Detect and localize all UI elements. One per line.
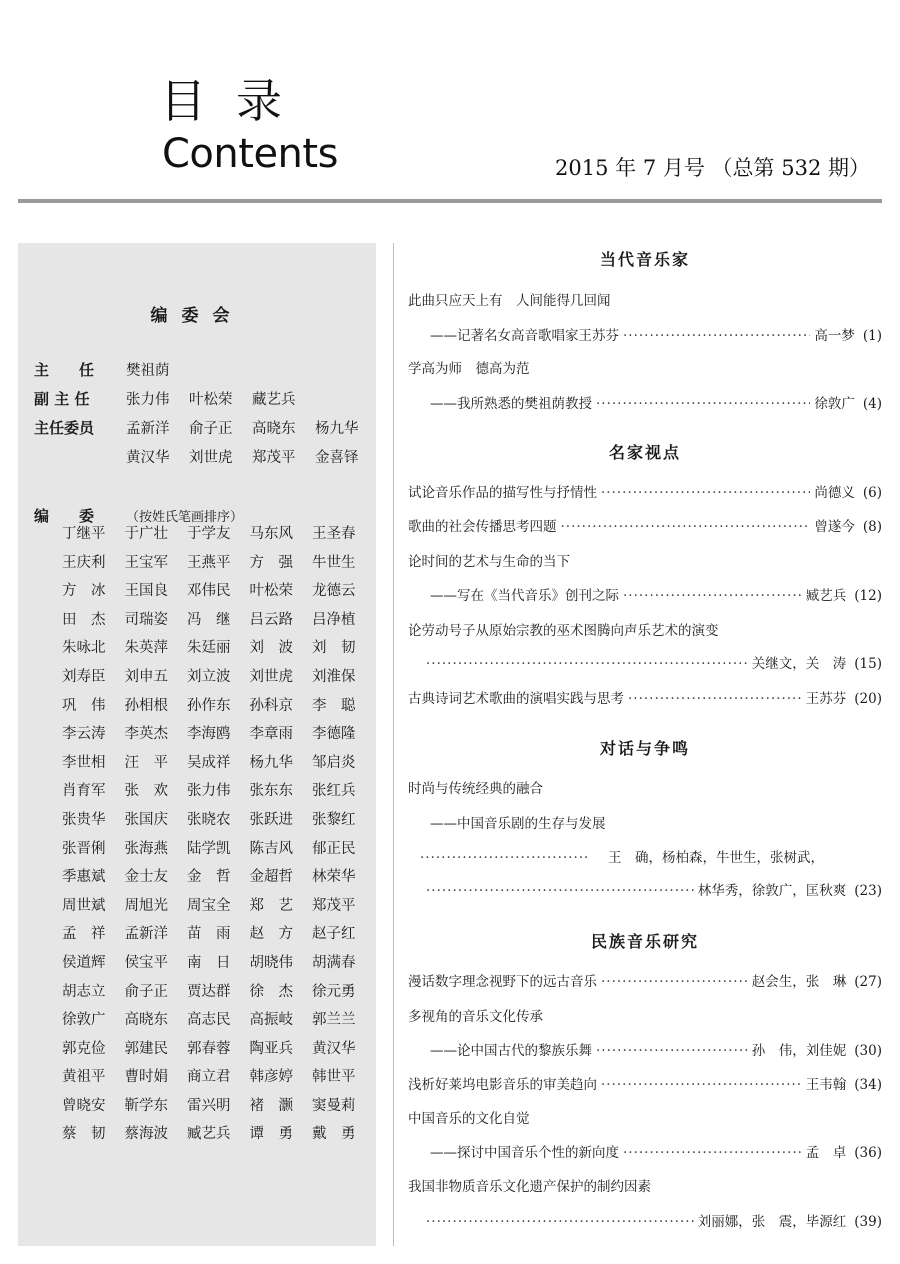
toc-subtitle: ——探讨中国音乐个性的新向度 — [430, 1145, 619, 1161]
section-heading: 当代音乐家 — [599, 250, 690, 269]
toc-title: 漫话数字理念视野下的远古音乐 — [408, 974, 597, 990]
member-name: 张晓农 — [187, 811, 231, 828]
member-name: 孙科京 — [249, 697, 293, 714]
member-name: 陈吉风 — [249, 840, 293, 857]
toc-entry — [408, 1079, 882, 1093]
toc-title: 多视角的音乐文化传承 — [408, 1009, 543, 1025]
member-name: 金 哲 — [187, 869, 231, 886]
member-name: 张黎红 — [312, 811, 356, 828]
toc-page-number: (8) — [862, 519, 882, 535]
section-heading: 名家视点 — [608, 443, 681, 462]
member-name: 郭春蓉 — [187, 1040, 231, 1057]
member-name: 季惠斌 — [62, 869, 106, 886]
member-name: 李云涛 — [62, 726, 106, 743]
toc-entry — [408, 783, 882, 797]
member-name: 张晋俐 — [62, 840, 106, 857]
members-row — [62, 1094, 372, 1123]
dot-leader — [628, 693, 802, 707]
members-row — [62, 751, 372, 780]
member-name: 靳学东 — [124, 1097, 168, 1114]
member-name: 张力伟 — [187, 783, 231, 800]
toc-entry — [408, 295, 882, 309]
toc-entry — [408, 852, 882, 866]
toc-entry — [408, 330, 882, 344]
member-name: 张跃进 — [249, 811, 293, 828]
toc-author: 徐敦广 — [814, 396, 855, 412]
members-row — [62, 779, 372, 808]
member-name: 方 强 — [249, 554, 293, 571]
toc-author: 曾遂今 — [814, 519, 855, 535]
toc-page-number: (4) — [862, 396, 882, 412]
toc-title: 学高为师 德高为范 — [408, 361, 530, 377]
member-name: 张东东 — [249, 783, 293, 800]
member-name: 肖育军 — [62, 783, 106, 800]
toc-author: 高一梦 — [814, 328, 855, 344]
members-row — [62, 837, 372, 866]
editorial-board-title: 编委会 — [150, 306, 244, 326]
member-name: 杨九华 — [249, 754, 293, 771]
member-name: 于学友 — [187, 526, 231, 542]
member-name: 李海鸥 — [187, 726, 231, 743]
toc-entry — [408, 1011, 882, 1025]
role-label: 主 任 — [34, 361, 95, 379]
toc-page-number: (34) — [854, 1077, 882, 1093]
member-name: 侯宝平 — [124, 954, 168, 971]
toc-entry — [408, 487, 882, 501]
dot-leader — [623, 590, 802, 604]
member-name: 于广壮 — [124, 526, 168, 542]
member-name: 朱英萍 — [124, 640, 168, 657]
toc-author: 赵会生，张 琳 — [751, 974, 847, 990]
role-label: 副 主 任 — [34, 390, 90, 408]
members-row — [62, 951, 372, 980]
column-divider — [393, 243, 394, 1246]
toc-title: 浅析好莱坞电影音乐的审美趋向 — [408, 1077, 597, 1093]
member-name: 陆学凯 — [187, 840, 231, 857]
editorial-board-panel — [18, 243, 376, 1246]
member-name: 周宝全 — [187, 897, 231, 914]
member-name: 苗 雨 — [187, 926, 231, 943]
header-rule — [18, 199, 882, 203]
toc-entry — [408, 590, 882, 604]
toc-author: 王苏芬 — [805, 691, 847, 707]
member-name: 臧艺兵 — [187, 1126, 231, 1143]
member-name: 蔡海波 — [124, 1126, 168, 1143]
member-name: 韩彦婷 — [249, 1069, 293, 1086]
member-name: 李世相 — [62, 754, 106, 771]
member-name: 赵子红 — [312, 926, 356, 943]
member-name: 李 聪 — [312, 697, 356, 714]
member-name: 胡晓伟 — [249, 954, 293, 971]
member-name: 孙作东 — [187, 697, 231, 714]
toc-page-number: (23) — [854, 883, 882, 899]
toc-entry — [408, 1045, 882, 1059]
members-row — [62, 694, 372, 723]
toc-title: 此曲只应天上有 人间能得几回闻 — [408, 293, 611, 309]
members-row — [62, 665, 372, 694]
member-name: 邓伟民 — [187, 583, 231, 600]
role-label: 编 委 — [34, 507, 95, 525]
member-name: 高振岐 — [249, 1012, 293, 1029]
member-name: 刘寿臣 — [62, 668, 106, 685]
toc-subtitle: ——论中国古代的黎族乐舞 — [430, 1043, 592, 1059]
board-role-row — [34, 392, 315, 408]
member-name: 林荣华 — [312, 869, 356, 886]
dot-leader — [601, 976, 748, 990]
toc-author: 林华秀，徐敦广，匡秋爽 — [697, 883, 847, 899]
member-name: 蔡 韧 — [62, 1126, 106, 1143]
members-row — [62, 865, 372, 894]
member-name: 张红兵 — [312, 783, 356, 800]
toc-title: 中国音乐的文化自觉 — [408, 1111, 530, 1127]
toc-author: 刘丽娜，张 震，毕源红 — [697, 1214, 847, 1230]
member-name: 郁正民 — [312, 840, 356, 857]
dot-leader — [596, 398, 810, 412]
toc-entry — [408, 521, 882, 535]
toc-page-number: (6) — [862, 485, 882, 501]
toc-page-number: (20) — [854, 691, 882, 707]
member-name: 黄祖平 — [62, 1069, 106, 1086]
member-name: 王圣春 — [312, 526, 356, 542]
toc-author: 孙 伟，刘佳妮 — [751, 1043, 847, 1059]
toc-title: 古典诗词艺术歌曲的演唱实践与思考 — [408, 691, 624, 707]
toc-entry — [408, 625, 882, 639]
member-name: 孟 祥 — [62, 926, 106, 943]
toc-entry — [408, 976, 882, 990]
toc-title: 我国非物质音乐文化遗产保护的制约因素 — [408, 1179, 651, 1195]
toc-title: 时尚与传统经典的融合 — [408, 781, 543, 797]
toc-entry — [408, 1147, 882, 1161]
member-name: 王庆利 — [62, 554, 106, 571]
member-name: 田 杰 — [62, 611, 106, 628]
members-row — [62, 1065, 372, 1094]
member-name: 金士友 — [124, 869, 168, 886]
member-name: 胡满春 — [312, 954, 356, 971]
members-row — [62, 636, 372, 665]
toc-entry — [408, 658, 882, 672]
toc-title: 歌曲的社会传播思考四题 — [408, 519, 557, 535]
members-row — [62, 551, 372, 580]
toc-entry — [408, 1181, 882, 1195]
toc-subtitle: ——我所熟悉的樊祖荫教授 — [430, 396, 592, 412]
member-name: 李章雨 — [249, 726, 293, 743]
member-name: 牛世生 — [312, 554, 356, 571]
toc-title: 试论音乐作品的描写性与抒情性 — [408, 485, 597, 501]
toc-page-number: (39) — [854, 1214, 882, 1230]
dot-leader — [426, 885, 694, 899]
member-name: 丁继平 — [62, 526, 106, 542]
toc-page-number: (15) — [854, 656, 882, 672]
toc-subtitle: ——记著名女高音歌唱家王苏芬 — [430, 328, 619, 344]
member-name: 刘 韧 — [312, 640, 356, 657]
members-row — [62, 579, 372, 608]
dot-leader — [623, 1147, 802, 1161]
member-name: 谭 勇 — [249, 1126, 293, 1143]
toc-page-number: (1) — [862, 328, 882, 344]
members-row — [62, 980, 372, 1009]
section-heading: 对话与争鸣 — [599, 739, 690, 758]
page-title: 目录 — [160, 74, 312, 128]
toc-author: 王韦翰 — [805, 1077, 847, 1093]
member-name: 金喜铎 — [315, 450, 359, 466]
member-name: 刘申五 — [124, 668, 168, 685]
toc-author: 关继文，关 涛 — [751, 656, 847, 672]
member-name: 巩 伟 — [62, 697, 106, 714]
member-name: 俞子正 — [124, 983, 168, 1000]
member-name: 黄汉华 — [312, 1040, 356, 1057]
member-name: 李英杰 — [124, 726, 168, 743]
member-name: 褚 灏 — [249, 1097, 293, 1114]
member-name: 徐 杰 — [249, 983, 293, 1000]
members-row — [62, 522, 372, 551]
members-row — [62, 922, 372, 951]
member-name: 郭建民 — [124, 1040, 168, 1057]
dot-leader — [596, 1045, 748, 1059]
members-row — [62, 808, 372, 837]
member-name: 窦曼莉 — [312, 1097, 356, 1114]
member-name: 吕云路 — [249, 611, 293, 628]
member-name: 汪 平 — [124, 754, 168, 771]
members-row — [62, 1122, 372, 1151]
member-name: 徐元勇 — [312, 983, 356, 1000]
board-role-row — [34, 450, 378, 466]
member-name: 方 冰 — [62, 583, 106, 600]
issue-label: 2015 年 7 月号 （总第 532 期） — [555, 156, 870, 180]
member-name: 俞子正 — [189, 421, 233, 437]
member-name: 郭克俭 — [62, 1040, 106, 1057]
toc-page-number: (30) — [854, 1043, 882, 1059]
toc-author: 臧艺兵 — [805, 588, 847, 604]
member-name: 吴成祥 — [187, 754, 231, 771]
toc-page-number: (12) — [854, 588, 882, 604]
member-name: 贾达群 — [187, 983, 231, 1000]
member-name: 侯道辉 — [62, 954, 106, 971]
member-name: 商立君 — [187, 1069, 231, 1086]
member-name: 叶松荣 — [189, 392, 233, 408]
dot-leader — [561, 521, 811, 535]
toc-entry — [408, 363, 882, 377]
toc-page-number: (36) — [854, 1145, 882, 1161]
member-name: 刘立波 — [187, 668, 231, 685]
dot-leader — [601, 487, 810, 501]
members-row — [62, 1037, 372, 1066]
member-name: 王国良 — [124, 583, 168, 600]
member-name: 戴 勇 — [312, 1126, 356, 1143]
toc-title: 论劳动号子从原始宗教的巫术图腾向声乐艺术的演变 — [408, 623, 719, 639]
member-name: 陶亚兵 — [249, 1040, 293, 1057]
member-name: 南 日 — [187, 954, 231, 971]
members-row — [62, 608, 372, 637]
member-name: 王燕平 — [187, 554, 231, 571]
member-name: 藏艺兵 — [252, 392, 296, 408]
member-name: 吕净植 — [312, 611, 356, 628]
member-name: 胡志立 — [62, 983, 106, 1000]
member-name: 曾晓安 — [62, 1097, 106, 1114]
member-name: 雷兴明 — [187, 1097, 231, 1114]
member-name: 黄汉华 — [126, 450, 170, 466]
member-name: 朱咏北 — [62, 640, 106, 657]
member-name: 周旭光 — [124, 897, 168, 914]
member-name: 张贵华 — [62, 811, 106, 828]
section-heading: 民族音乐研究 — [590, 932, 699, 951]
toc-entry — [408, 556, 882, 570]
toc-entry — [408, 885, 882, 899]
dot-leader — [420, 852, 590, 866]
member-name: 高志民 — [187, 1012, 231, 1029]
member-name: 马东风 — [249, 526, 293, 542]
member-name: 金超哲 — [249, 869, 293, 886]
member-name: 张力伟 — [126, 392, 170, 408]
members-grid — [62, 522, 372, 1151]
member-name: 刘世虎 — [189, 450, 233, 466]
dot-leader — [426, 658, 748, 672]
toc-subtitle: ——写在《当代音乐》创刊之际 — [430, 588, 619, 604]
toc-subtitle: ——中国音乐剧的生存与发展 — [430, 816, 606, 832]
member-name: 叶松荣 — [249, 583, 293, 600]
toc-entry — [408, 693, 882, 707]
member-name: 韩世平 — [312, 1069, 356, 1086]
member-name: 张海燕 — [124, 840, 168, 857]
toc-author: 孟 卓 — [805, 1145, 847, 1161]
toc-author: 尚德义 — [814, 485, 855, 501]
dot-leader — [601, 1079, 802, 1093]
member-name: 王宝军 — [124, 554, 168, 571]
member-name: 龙德云 — [312, 583, 356, 600]
member-name: 赵 方 — [249, 926, 293, 943]
members-row — [62, 722, 372, 751]
member-name: 邹启炎 — [312, 754, 356, 771]
member-name: 曹时娟 — [124, 1069, 168, 1086]
role-label: 主任委员 — [34, 419, 95, 437]
members-row — [62, 1008, 372, 1037]
toc-entry — [408, 398, 882, 412]
member-name: 樊祖荫 — [126, 363, 170, 379]
member-name: 高晓东 — [252, 421, 296, 437]
member-name: 刘世虎 — [249, 668, 293, 685]
toc-title: 论时间的艺术与生命的当下 — [408, 554, 570, 570]
member-name: 张 欢 — [124, 783, 168, 800]
dot-leader — [426, 1216, 694, 1230]
toc-entry — [408, 1216, 882, 1230]
page-title-en: Contents — [162, 131, 338, 177]
member-name: 刘淮保 — [312, 668, 356, 685]
member-name: 刘 波 — [249, 640, 293, 657]
toc-entry — [408, 818, 882, 832]
member-name: 郑 艺 — [249, 897, 293, 914]
member-name: 冯 继 — [187, 611, 231, 628]
members-note: （按姓氏笔画排序） — [126, 510, 244, 525]
member-name: 李德隆 — [312, 726, 356, 743]
board-role-row — [34, 363, 189, 379]
member-name: 朱廷丽 — [187, 640, 231, 657]
member-name: 高晓东 — [124, 1012, 168, 1029]
member-name: 周世斌 — [62, 897, 106, 914]
member-name: 孙相根 — [124, 697, 168, 714]
toc-page-number: (27) — [854, 974, 882, 990]
toc-author: 王 确，杨柏森，牛世生，张树武， — [608, 850, 824, 866]
member-name: 徐敦广 — [62, 1012, 106, 1029]
members-row — [62, 894, 372, 923]
member-name: 司瑞姿 — [124, 611, 168, 628]
board-role-row — [34, 421, 378, 437]
member-name: 杨九华 — [315, 421, 359, 437]
member-name: 郭兰兰 — [312, 1012, 356, 1029]
member-name: 张国庆 — [124, 811, 168, 828]
member-name: 孟新洋 — [126, 421, 170, 437]
member-name: 孟新洋 — [124, 926, 168, 943]
dot-leader — [623, 330, 810, 344]
member-name: 郑茂平 — [312, 897, 356, 914]
member-name: 郑茂平 — [252, 450, 296, 466]
toc-entry — [408, 1113, 882, 1127]
